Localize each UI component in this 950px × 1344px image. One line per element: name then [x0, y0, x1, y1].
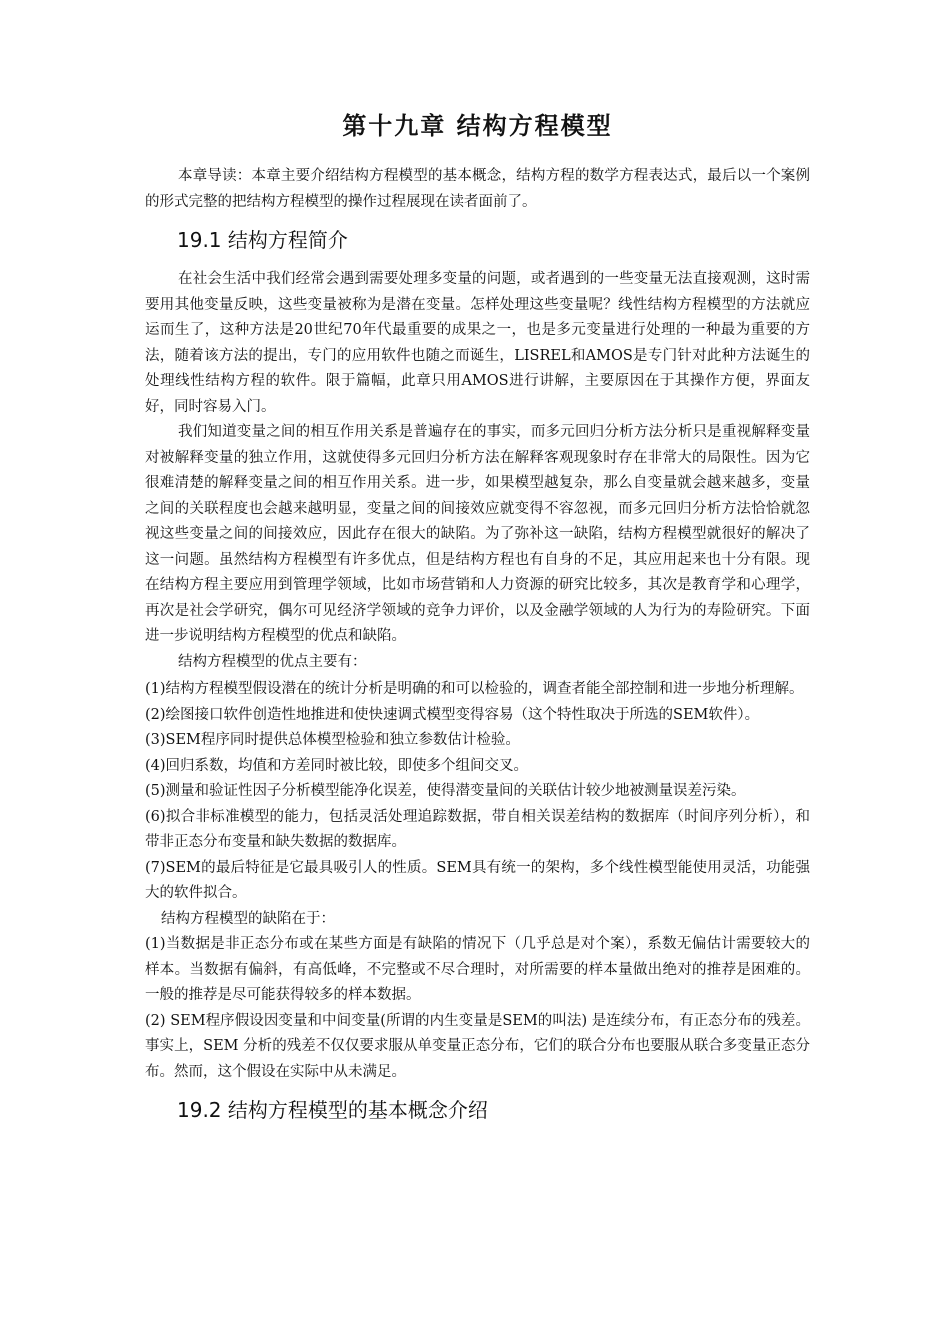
section-heading-19-1: 19.1 结构方程简介	[177, 228, 348, 252]
chapter-title: 第十九章 结构方程模型	[342, 112, 613, 140]
advantage-item-7: (7)SEM的最后特征是它最具吸引人的性质。SEM具有统一的架构，多个线性模型能使用灵活，功能强大的软件拟合。	[145, 859, 810, 901]
section1-paragraph-1: 在社会生活中我们经常会遇到需要处理多变量的问题，或者遇到的一些变量无法直接观测，这时需要用其他变量反映，这些变量被称为是潜在变量。怎样处理这些变量呢？线性结构方程模型的方法就应运而生了，这种方法是20世纪70年代最重要的成果之一，也是多元变量进行处理的一种最为重要的方法，随着该方法的提出，专门的应用软件也随之而诞生，LISREL和AMOS是专门针对此种方法诞生的处理线性结构方程的软件。限于篇幅，此章只用AMOS进行讲解，主要原因在于其操作方便，界面友好，同时容易入门。	[145, 271, 810, 415]
advantage-item-5: (5)测量和验证性因子分析模型能净化误差，使得潜变量间的关联估计较少地被测量误差污染。	[145, 783, 746, 799]
defects-lead: 结构方程模型的缺陷在于：	[161, 910, 335, 927]
advantage-item-3: (3)SEM程序同时提供总体模型检验和独立参数估计检验。	[145, 732, 520, 748]
advantage-item-1: (1)结构方程模型假设潜在的统计分析是明确的和可以检验的，调查者能全部控制和进一步地分析理解。	[145, 681, 804, 697]
section1-paragraph-2: 我们知道变量之间的相互作用关系是普遍存在的事实，而多元回归分析方法分析只是重视解释变量对被解释变量的独立作用，这就使得多元回归分析方法在解释客观现象时存在非常大的局限性。因为它很难清楚的解释变量之间的相互作用关系。进一步，如果模型越复杂，那么自变量就会越来越多，变量之间的关联程度也会越来越明显，变量之间的间接效应就变得不容忽视，而多元回归分析方法恰恰就忽视这些变量之间的间接效应，因此存在很大的缺陷。为了弥补这一缺陷，结构方程模型就很好的解决了这一问题。虽然结构方程模型有许多优点，但是结构方程也有自身的不足，其应用起来也十分有限。现在结构方程主要应用到管理学领域，比如市场营销和人力资源的研究比较多，其次是教育学和心理学，再次是社会学研究，偶尔可见经济学领域的竞争力评价，以及金融学领域的人为行为的寿险研究。下面进一步说明结构方程模型的优点和缺陷。	[145, 424, 810, 644]
advantage-item-4: (4)回归系数，均值和方差同时被比较，即使多个组间交叉。	[145, 757, 529, 774]
advantage-item-6: (6)拟合非标准模型的能力，包括灵活处理追踪数据，带自相关误差结构的数据库（时间序列分析），和带非正态分布变量和缺失数据的数据库。	[145, 808, 810, 850]
document-page	[145, 108, 810, 1137]
defect-item-2: (2) SEM程序假设因变量和中间变量(所谓的内生变量是SEM的叫法) 是连续分布，有正态分布的残差。事实上，SEM 分析的残差不仅仅要求服从单变量正态分布，它们的联合分布也要服从联合多变量正态分布。然而，这个假设在实际中从未满足。	[145, 1012, 810, 1080]
section-heading-19-2: 19.2 结构方程模型的基本概念介绍	[177, 1098, 488, 1122]
chapter-intro: 本章导读：本章主要介绍结构方程模型的基本概念，结构方程的数学方程表达式，最后以一个案例的形式完整的把结构方程模型的操作过程展现在读者面前了。	[145, 168, 810, 210]
advantage-item-2: (2)绘图接口软件创造性地推进和使快速调式模型变得容易（这个特性取决于所选的SEM软件）。	[145, 706, 760, 723]
defect-item-1: (1)当数据是非正态分布或在某些方面是有缺陷的情况下（几乎总是对个案），系数无偏估计需要较大的样本。当数据有偏斜，有高低峰，不完整或不尽合理时，对所需要的样本量做出绝对的推荐是困难的。一般的推荐是尽可能获得较多的样本数据。	[145, 936, 810, 1003]
advantages-lead: 结构方程模型的优点主要有：	[178, 653, 367, 670]
